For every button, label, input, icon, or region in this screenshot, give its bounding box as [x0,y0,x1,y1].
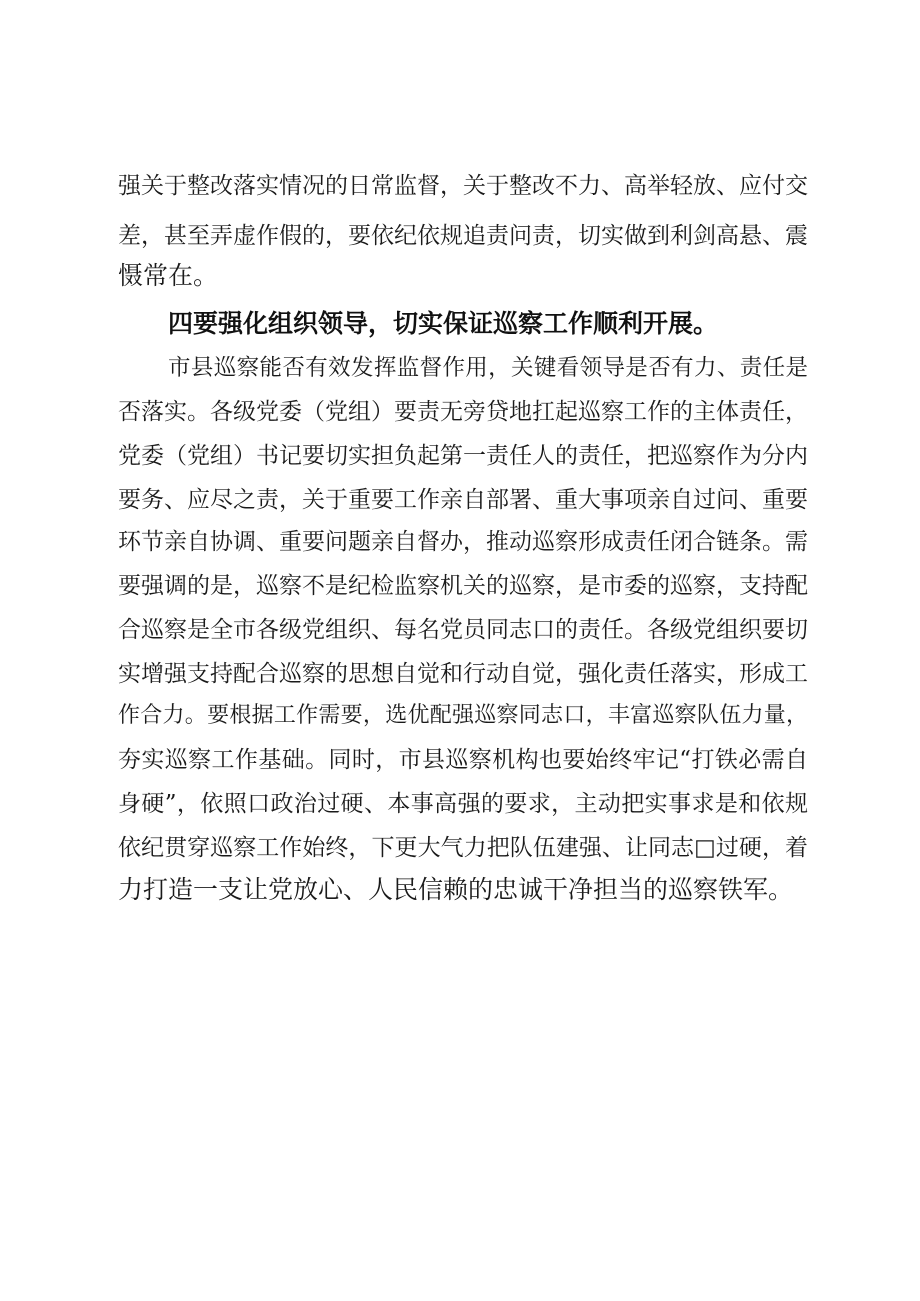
paragraph-2-line-8: 实增强支持配合巡察的思想自觉和行动自觉，强化责任落实，形成工 [118,661,808,687]
paragraph-2-line-5: 环节亲自协调、重要问题亲自督办，推动巡察形成责任闭合链条。需 [118,529,808,555]
paragraph-2-line-9: 作合力。要根据工作需要，选优配强巡察同志口，丰富巡察队伍力量， [118,703,808,728]
paragraph-2-line-1: 市县巡察能否有效发挥监督作用，关键看领导是否有力、责任是 [168,355,808,381]
paragraph-2-line-11: 身硬”，依照口政治过硬、本事高强的要求，主动把实事求是和依规 [118,791,808,817]
paragraph-2-line-10: 夯实巡察工作基础。同时，市县巡察机构也要始终牢记“打铁必需自 [118,747,808,773]
paragraph-2-line-4: 要务、应尽之责，关于重要工作亲自部署、重大事项亲自过问、重要 [118,487,808,513]
paragraph-1-line-2: 差，甚至弄虚作假的，要依纪依规追责问责，切实做到利剑高悬、震 [118,223,808,249]
paragraph-2-line-13: 力打造一支让党放心、人民信赖的忠诚干净担当的巡察铁军。 [118,875,794,904]
paragraph-2-line-6: 要强调的是，巡察不是纪检监察机关的巡察，是市委的巡察，支持配 [118,573,808,599]
paragraph-1-line-1: 强关于整改落实情况的日常监督，关于整改不力、高举轻放、应付交 [118,173,808,199]
section-heading: 四要强化组织领导，切实保证巡察工作顺利开展。 [168,309,719,338]
paragraph-2-line-3: 党委（党组）书记要切实担负起第一责任人的责任，把巡察作为分内 [118,443,808,469]
paragraph-2-line-7: 合巡察是全市各级党组织、每名党员同志口的责任。各级党组织要切 [118,617,808,643]
paragraph-2-line-2: 否落实。各级党委（党组）要责无旁贷地扛起巡察工作的主体责任， [118,399,808,425]
paragraph-2-line-12: 依纪贯穿巡察工作始终，下更大气力把队伍建强、让同志□过硬，着 [118,835,808,861]
paragraph-1-line-3: 慑常在。 [118,261,219,290]
